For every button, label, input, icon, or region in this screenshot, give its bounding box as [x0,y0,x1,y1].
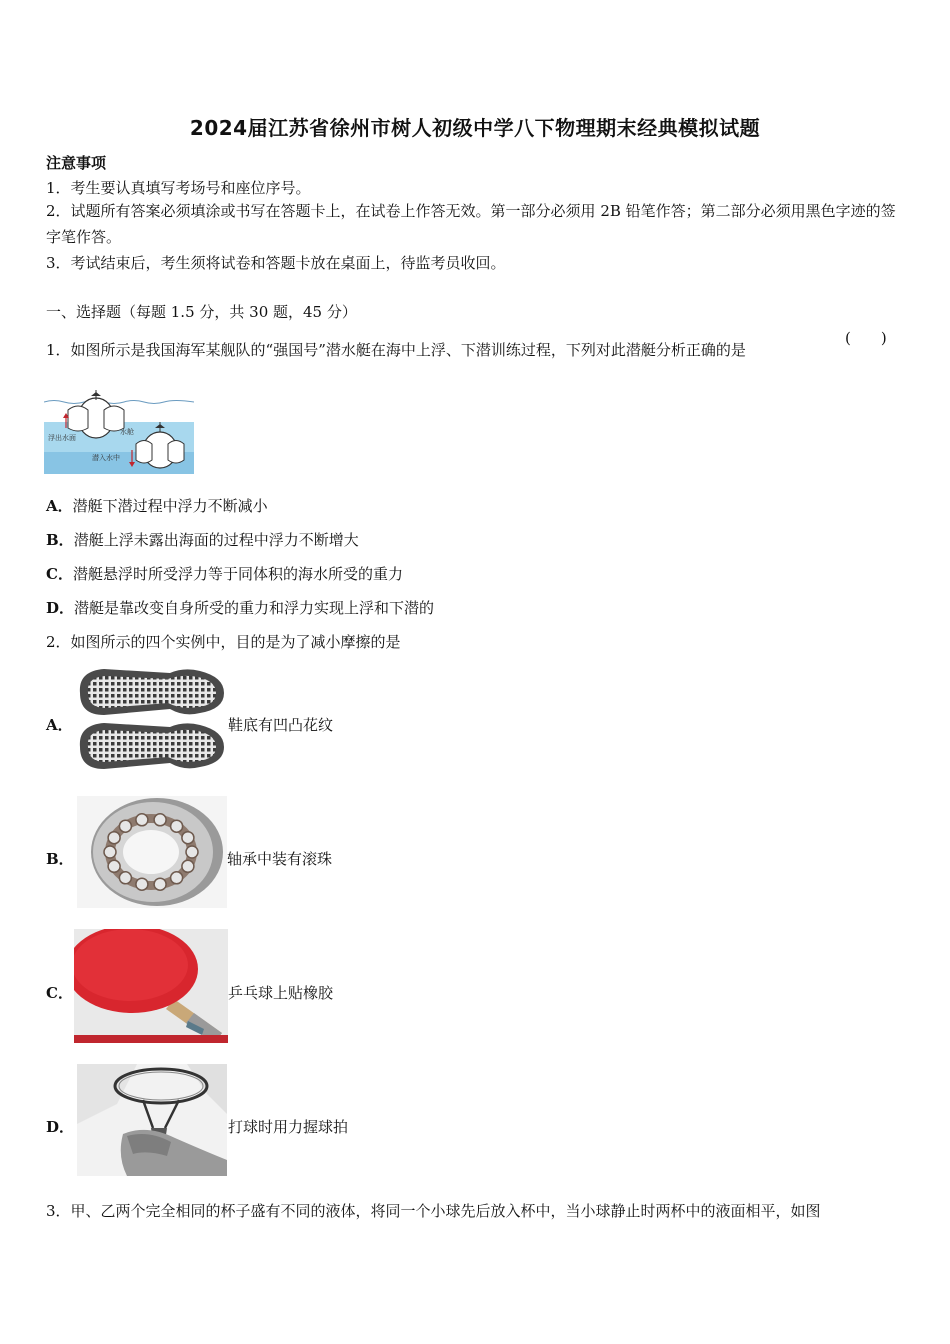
bearing-ball [136,814,148,826]
shoe-sole-figure [74,663,228,775]
bearing-figure [77,796,227,908]
q1-answer-paren: ( ) [845,329,887,347]
q1-option-b: B．潜艇上浮未露出海面的过程中浮力不断增大 [46,531,359,549]
page-title: 2024届江苏省徐州市树人初级中学八下物理期末经典模拟试题 [189,116,761,140]
q2-option-a-text: 鞋底有凹凸花纹 [228,716,334,734]
q2-option-c-text: 乒乓球上贴橡胶 [228,984,334,1002]
notice-item-1: 1．考生要认真填写考场号和座位序号。 [46,179,311,197]
q1-option-c: C．潜艇悬浮时所受浮力等于同体积的海水所受的重力 [46,565,403,583]
section-heading: 一、选择题（每题 1.5 分，共 30 题，45 分） [46,303,357,321]
q3-stem: 3．甲、乙两个完全相同的杯子盛有不同的液体，将同一个小球先后放入杯中，当小球静止时两杯中的液面相平，如图 [46,1202,821,1220]
bearing-ball [171,872,183,884]
paddle-figure [74,929,228,1043]
racket-figure [77,1064,227,1176]
notice-item-3: 3．考试结束后，考生须将试卷和答题卡放在桌面上，待监考员收回。 [46,254,506,272]
bearing-ball [104,846,116,858]
submarine-figure [44,388,194,474]
bearing-ball [154,878,166,890]
bearing-ball [182,860,194,872]
bearing-ball [171,820,183,832]
bearing-ball [136,878,148,890]
label-float: 浮出水面 [48,434,76,442]
q1-option-a: A．潜艇下潜过程中浮力不断减小 [46,497,268,515]
q2-option-a-key: A． [46,716,73,734]
bearing-ball [154,814,166,826]
notice-item-2: 2．试题所有答案必须填涂或书写在答题卡上，在试卷上作答无效。第一部分必须用 2B 铅笔作答；第二部分必须用黑色字迹的签字笔作答。 [46,202,896,246]
q2-option-b-text: 轴承中装有滚珠 [227,850,333,868]
bearing-ball [108,832,120,844]
bearing-ball [186,846,198,858]
q2-stem: 2．如图所示的四个实例中，目的是为了减小摩擦的是 [46,633,401,651]
q2-option-c-key: C． [46,984,73,1002]
bearing-ball [119,820,131,832]
q2-option-b-key: B． [46,850,74,868]
q2-option-d-key: D． [46,1118,75,1136]
label-cabin: 水舱 [120,428,134,436]
bearing-ball [182,832,194,844]
q1-option-d: D．潜艇是靠改变自身所受的重力和浮力实现上浮和下潜的 [46,599,435,617]
label-dive: 潜入水中 [92,454,120,462]
bearing-ball [108,860,120,872]
q1-stem: 1．如图所示是我国海军某舰队的“强国号”潜水艇在海中上浮、下潜训练过程，下列对此潜艇分析正确的是 [46,341,746,359]
q2-option-d-text: 打球时用力握球拍 [228,1118,349,1136]
notice-heading: 注意事项 [46,154,107,172]
bearing-ball [119,872,131,884]
